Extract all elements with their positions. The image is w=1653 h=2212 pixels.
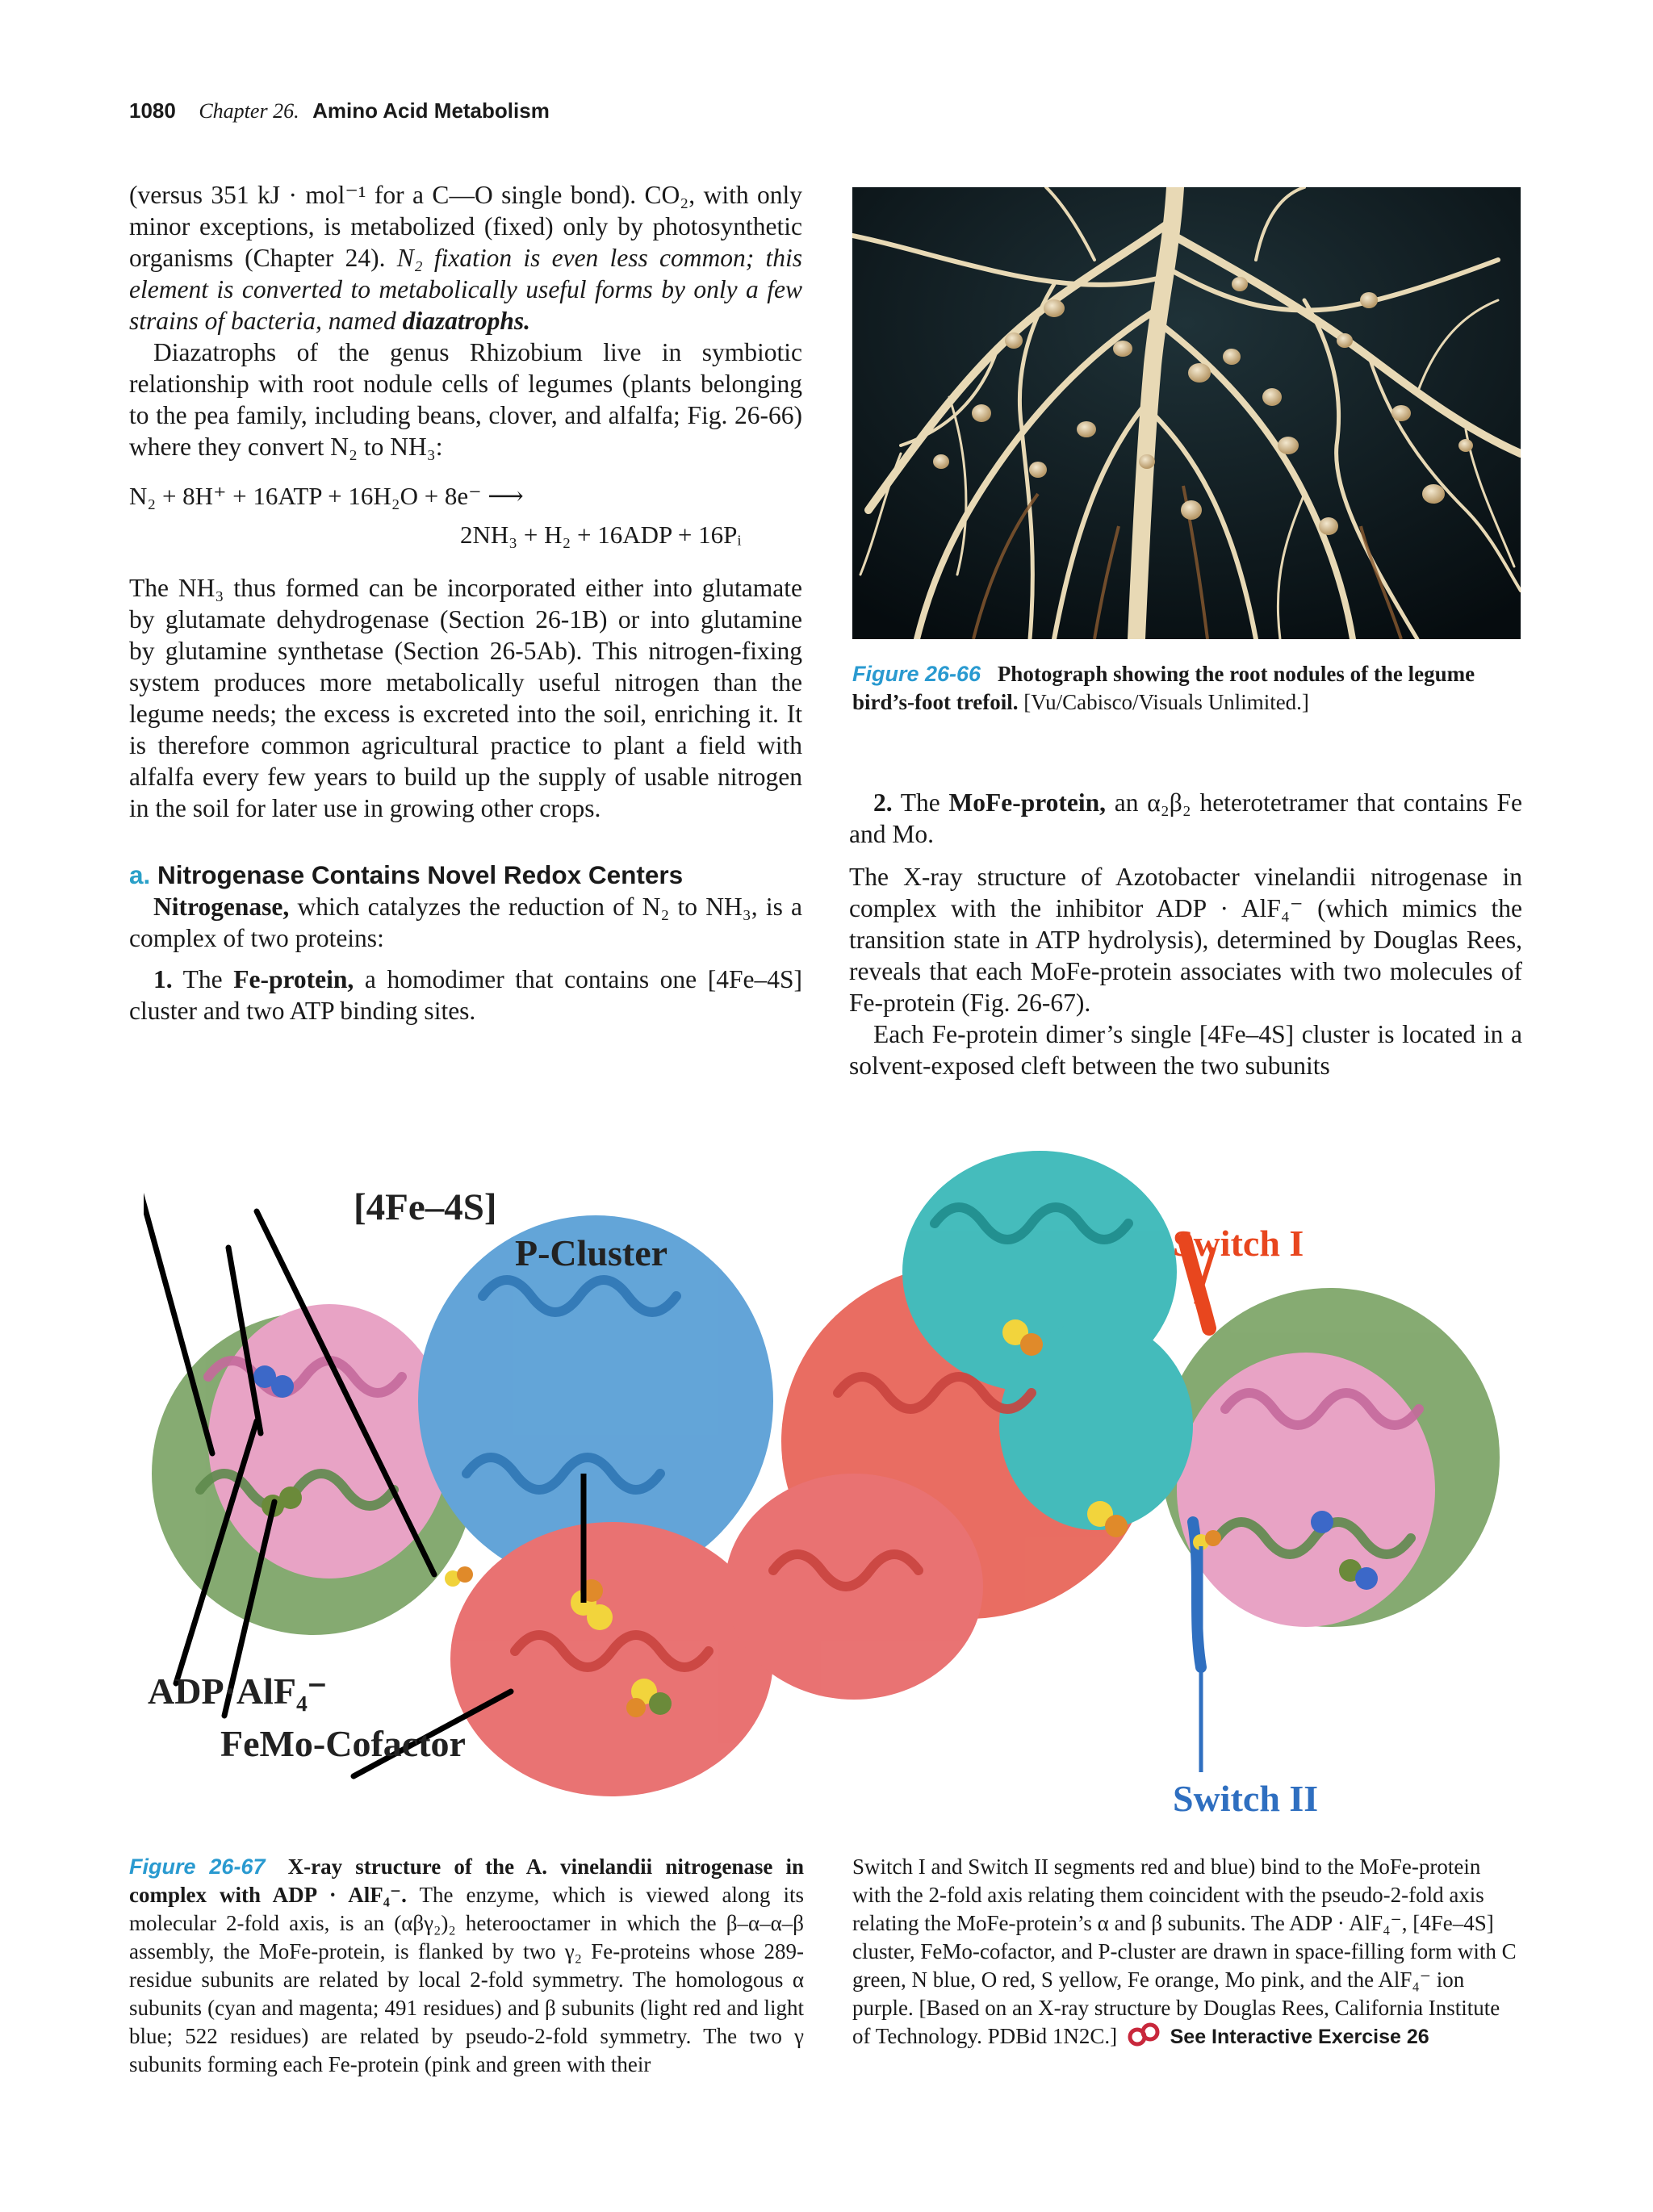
running-header (129, 98, 550, 123)
paragraph-6: Each Fe-protein dimer’s single [4Fe–4S] cluster is located in a solvent-exposed cleft between the two subunits (849, 1020, 1522, 1080)
root-nodules-photo (852, 187, 1521, 639)
equation-line-2: 2NH₃ + H₂ + 16ADP + 16Pᵢ (460, 521, 742, 549)
figure-67-caption-left (129, 1853, 804, 2079)
figure-67-caption-right (852, 1853, 1522, 2054)
equation-line-1: N₂ + 8H⁺ + 16ATP + 16H₂O + 8e⁻ ⟶ (129, 482, 524, 510)
right-column (849, 787, 1522, 1081)
paragraph-5: The X-ray structure of Azotobacter vinelandii nitrogenase in complex with the inhibitor ADP · AlF₄⁻ (which mimics the transition state in ATP hydrolysis), determined by Douglas Rees, reveals that each MoFe-protein associates with two molecules of Fe-protein (Fig. 26-67). (849, 863, 1522, 1017)
figure-67-caption-text-left: The enzyme, which is viewed along its molecular 2-fold axis, is an (αβγ₂)₂ heterooctamer in which the β–α–α–β assembly, the MoFe-protein, is flanked by two γ₂ Fe-proteins whose 289-residue subunits are related by local 2-fold symmetry. The homologous α subunits (cyan and magenta; 491 residues) and β subunits (light red and light blue; 522 residues) are related by pseudo-2-fold symmetry. The two γ subunits forming each Fe-protein (pink and green with their (129, 1883, 805, 2076)
nitrogenase-ribbon-illustration (144, 1135, 1524, 1837)
label-switch-2: Switch II (1173, 1778, 1319, 1819)
label-switch-1: Switch I (1173, 1223, 1304, 1264)
chapter-title: Amino Acid Metabolism (312, 98, 550, 123)
figure-66-caption-bold: Photograph showing the root nodules of the legume bird’s-foot trefoil. (852, 662, 1475, 714)
root-nodules-illustration (852, 187, 1521, 639)
figure-66-caption (852, 660, 1521, 717)
paragraph-3: The NH₃ thus formed can be incorporated either into glutamate by glutamate dehydrogenase (Section 26-1B) or into glutamine by glutamine synthetase (Section 26-5Ab). This nitrogen-fixing system produces more metabolically useful nitrogen than the legume needs; the excess is excreted into the soil, enriching it. It is therefore common agricultural practice to plant a field with alfalfa every few years to build up the supply of usable nitrogen in the soil for later use in growing other crops. (129, 574, 802, 822)
left-column (129, 179, 802, 1027)
interactive-exercise-link[interactable]: See Interactive Exercise 26 (1170, 2026, 1429, 2048)
equation (129, 477, 802, 554)
paragraph-4: Nitrogenase, which catalyzes the reduction of N₂ to NH₃, is a complex of two proteins: (129, 893, 803, 952)
figure-67-label: Figure 26-67 (129, 1854, 266, 1879)
label-adp-alf4: ADP·AlF₄⁻ (148, 1670, 328, 1712)
paragraph-1: (versus 351 kJ · mol⁻¹ for a C—O single bond). CO₂, with only minor exceptions, is metabolized (fixed) only by photosynthetic organisms (Chapter 24). N₂ fixation is even less common; this element is converted to metabolically useful forms by only a few strains of bacteria, named diazatrophs. (129, 181, 802, 335)
page-number: 1080 (129, 98, 176, 123)
figure-66-label: Figure 26-66 (852, 662, 981, 686)
list-item-2: 2. The MoFe-protein, an α₂β₂ heterotetramer that contains Fe and Mo. (849, 788, 1522, 848)
list-item-1: 1. The Fe-protein, a homodimer that contains one [4Fe–4S] cluster and two ATP binding sites. (129, 965, 803, 1025)
paragraph-2: Diazatrophs of the genus Rhizobium live in symbiotic relationship with root nodule cells of legumes (plants belonging to the pea family, including beans, clover, and alfalfa; Fig. 26-66) where they convert N₂ to NH₃: (129, 338, 802, 461)
label-femo-cofactor: FeMo-Cofactor (220, 1723, 466, 1764)
chapter-number: Chapter 26. (199, 99, 299, 123)
section-heading: a. Nitrogenase Contains Novel Redox Centers (129, 860, 684, 889)
nitrogenase-structure-figure (144, 1135, 1524, 1837)
figure-66-credit: [Vu/Cabisco/Visuals Unlimited.] (1023, 690, 1309, 714)
figure-67-caption-bold: X-ray structure of the A. vinelandii nitrogenase in complex with ADP · AlF₄⁻. (129, 1854, 805, 1907)
label-4fe4s: [4Fe–4S] (354, 1186, 497, 1228)
interactive-exercise-icon[interactable] (1128, 2022, 1160, 2054)
label-pcluster: P-Cluster (515, 1232, 668, 1273)
figure-67-caption-text-right: Switch I and Switch II segments red and blue) bind to the MoFe-protein with the 2-fold axis relating them coincident with the pseudo-2-fold axis relating the MoFe-protein’s α and β subunits. The ADP · AlF₄⁻, [4Fe–4S] cluster, FeMo-cofactor, and P-cluster are drawn in space-filling form with C green, N blue, O red, S yellow, Fe orange, Mo pink, and the AlF₄⁻ ion purple. [Based on an X-ray structure by Douglas Rees, California Institute of Technology. PDBid 1N2C.] (852, 1854, 1517, 2048)
